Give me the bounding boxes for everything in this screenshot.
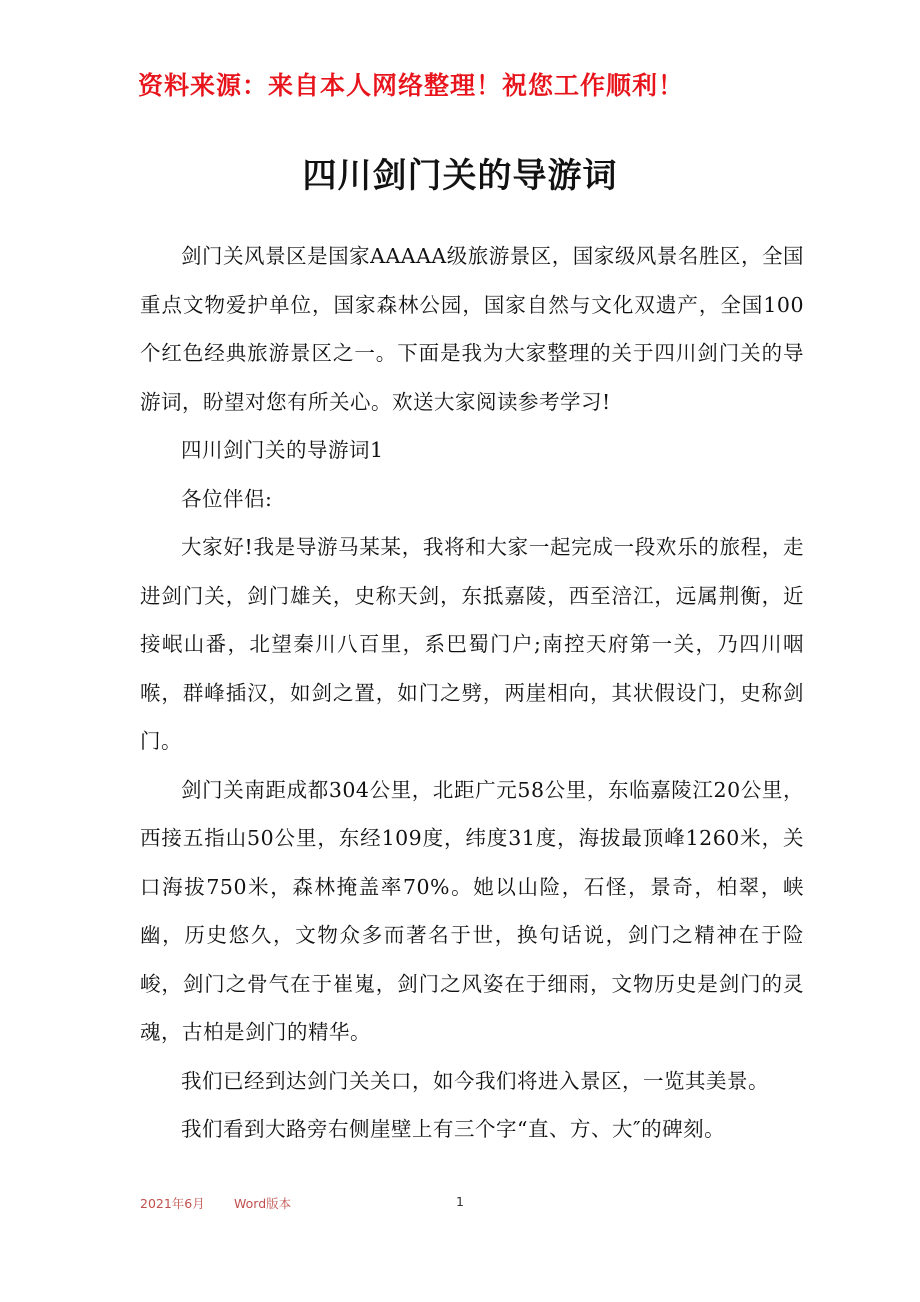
footer-version: Word版本 [234, 1196, 292, 1211]
footer-date: 2021年6月 [140, 1196, 205, 1211]
page-number: 1 [456, 1194, 464, 1209]
paragraph-intro: 剑门关风景区是国家AAAAA级旅游景区，国家级风景名胜区，全国重点文物爱护单位，国家森林公园，国家自然与文化双遗产，全国100个红色经典旅游景区之一。下面是我为大家整理的关于四川剑门关的导游词，盼望对您有所关心。欢送大家阅读参考学习! [140, 244, 804, 414]
paragraph-greeting: 各位伴侣: [181, 486, 273, 511]
paragraph-arrival: 我们已经到达剑门关关口，如今我们将进入景区，一览其美景。 [181, 1068, 769, 1093]
paragraph-welcome: 大家好!我是导游马某某，我将和大家一起完成一段欢乐的旅程，走进剑门关，剑门雄关，史称天剑，东抵嘉陵，西至涪江，远属荆衡，近接岷山番，北望秦川八百里，系巴蜀门户;南控天府第一关，乃四川咽喉，群峰插汉，如剑之置，如门之劈，两崖相向，其状假设门，史称剑门。 [140, 535, 804, 753]
document-title: 四川剑门关的导游词 [302, 156, 618, 196]
paragraph-geography: 剑门关南距成都304公里，北距广元58公里，东临嘉陵江20公里，西接五指山50公里，东经109度，纬度31度，海拔最顶峰1260米，关口海拔750米，森林掩盖率70%。她以山险，石怪，景奇，柏翠，峡幽，历史悠久，文物众多而著名于世，换句话说，剑门之精神在于险峻，剑门之骨气在于崔嵬，剑门之风姿在于细雨，文物历史是剑门的灵魂，古柏是剑门的精华。 [140, 777, 804, 1044]
document-body [140, 232, 804, 1154]
source-banner: 资料来源：来自本人网络整理！祝您工作顺利！ [138, 71, 685, 100]
section-heading: 四川剑门关的导游词1 [181, 438, 384, 462]
paragraph-inscription: 我们看到大路旁右侧崖壁上有三个字“直、方、大″的碑刻。 [181, 1117, 726, 1141]
